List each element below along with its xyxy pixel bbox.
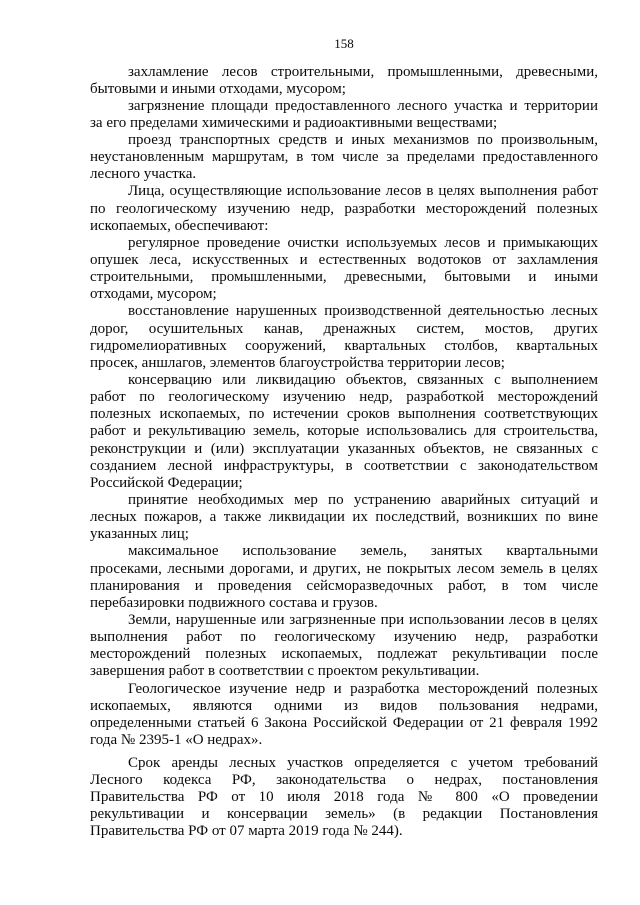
text-line: полезных ископаемых, по истечении сроков выполнения соответствующих: [90, 406, 598, 423]
paragraph: [90, 372, 598, 492]
paragraph: [90, 98, 598, 132]
text-line: отходами, мусором;: [90, 286, 217, 303]
text-line: проезд транспортных средств и иных механизмов по произвольным,: [128, 132, 598, 149]
text-line: реконструкции и (или) эксплуатации указанных объектов, не связанных с: [90, 440, 598, 457]
text-line: за его пределами химическими и радиоактивными веществами;: [90, 114, 498, 131]
text-line: принятие необходимых мер по устранению аварийных ситуаций и: [128, 492, 598, 509]
text-line: месторождений полезных ископаемых, подлежат рекультивации после: [90, 646, 598, 663]
paragraph: [90, 303, 598, 372]
text-line: лесных пожаров, а также ликвидации их последствий, возникших по вине: [90, 509, 598, 526]
text-line: неустановленным маршрутам, в том числе за пределами предоставленного: [90, 149, 598, 166]
text-line: гидромелиоративных сооружений, квартальных столбов, квартальных: [90, 337, 598, 354]
text-line: консервацию или ликвидацию объектов, связанных с выполнением: [128, 372, 598, 389]
paragraph: [90, 235, 598, 304]
paragraph: [90, 612, 598, 681]
text-line: максимальное использование земель, занятых квартальными: [128, 543, 598, 560]
text-line: опушек леса, искусственных и естественных водотоков от захламления: [90, 252, 598, 269]
text-line: года № 2395-1 «О недрах».: [90, 731, 263, 748]
paragraph: [90, 681, 598, 750]
text-line: загрязнение площади предоставленного лесного участка и территории: [128, 97, 598, 114]
text-line: Земли, нарушенные или загрязненные при использовании лесов в целях: [128, 612, 598, 628]
text-line: регулярное проведение очистки используемых лесов и примыкающих: [128, 234, 598, 251]
text-line: ископаемых, обеспечивают:: [90, 217, 269, 234]
text-line: лесного участка.: [90, 166, 197, 183]
text-line: выполнения работ по геологическому изучению недр, разработки: [90, 629, 598, 646]
paragraph: [90, 492, 598, 543]
text-line: ископаемых, являются одними из видов пользования недрами,: [90, 697, 598, 714]
document-body: [90, 64, 598, 841]
text-line: созданием лесной инфраструктуры, в соответствии с законодательством: [90, 457, 598, 474]
text-line: просеками, лесными дорогами, и других, не покрытых лесом земель в целях: [90, 560, 598, 577]
page-number: 158: [334, 36, 354, 51]
text-line: перебазировки подвижного состава и грузов.: [90, 594, 378, 611]
text-line: указанных лиц;: [90, 526, 189, 543]
text-line: Срок аренды лесных участков определяется с учетом требований: [128, 754, 598, 771]
text-line: рекультивации и консервации земель» (в редакции Постановления: [90, 806, 598, 823]
text-line: Правительства РФ от 07 марта 2019 года № 244).: [90, 823, 403, 840]
paragraph: [90, 183, 598, 234]
text-line: завершения работ в соответствии с проектом рекультивации.: [90, 663, 480, 680]
text-line: Правительства РФ от 10 июля 2018 года № 800 «О проведении: [90, 788, 598, 805]
text-line: Геологическое изучение недр и разработка месторождений полезных: [128, 680, 598, 697]
text-line: бытовыми и иными отходами, мусором;: [90, 80, 346, 97]
text-line: работ и рекультивацию земель, которые использовались для строительства,: [90, 423, 598, 440]
text-line: захламление лесов строительными, промышленными, древесными,: [128, 63, 598, 80]
paragraph: [90, 543, 598, 612]
text-line: восстановление нарушенных производственной деятельностью лесных: [128, 303, 598, 320]
text-line: Лица, осуществляющие использование лесов в целях выполнения работ: [128, 183, 598, 200]
text-line: определенными статьей 6 Закона Российской Федерации от 21 февраля 1992: [90, 714, 598, 731]
text-line: планирования и проведения сейсморазведочных работ, в том числе: [90, 577, 598, 594]
text-line: по геологическому изучению недр, разработки месторождений полезных: [90, 200, 598, 217]
paragraph: [90, 64, 598, 98]
text-line: строительными, промышленными, древесными, бытовыми и иными: [90, 269, 598, 286]
text-line: дорог, осушительных канав, дренажных систем, мостов, других: [90, 320, 598, 337]
text-line: просек, аншлагов, элементов благоустройства территории лесов;: [90, 354, 505, 371]
text-line: работ по геологическому изучению недр, разработкой месторождений: [90, 389, 598, 406]
text-line: Лесного кодекса РФ, законодательства о недрах, постановления: [90, 771, 598, 788]
text-line: Российской Федерации;: [90, 474, 243, 491]
paragraph: [90, 755, 598, 841]
paragraph: [90, 132, 598, 183]
